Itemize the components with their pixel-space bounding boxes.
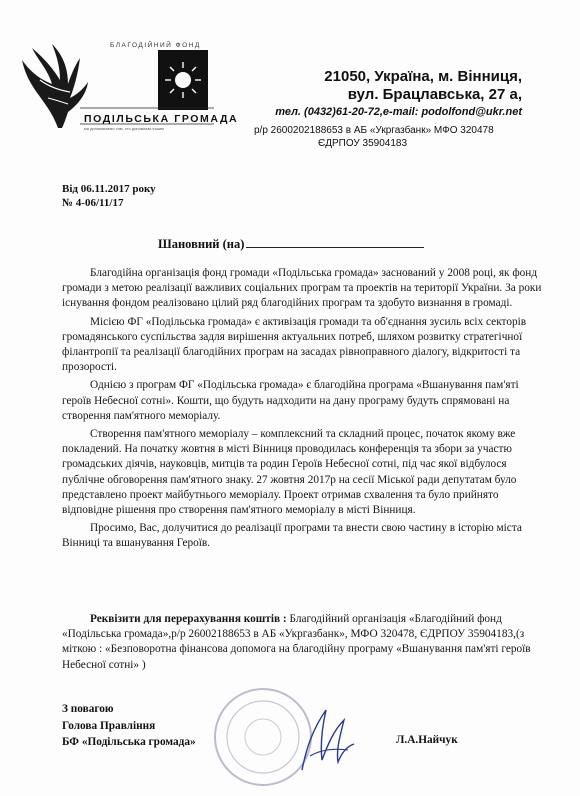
paragraph: Однією з програм ФГ «Подільська громада» є благодійна програма «Вшанування пам'яті героїв Небесної сотні». Кошти, що будуть надходити на дану програму будуть спрямовані на створення пам'ятного меморіалу.	[62, 379, 519, 422]
paragraph: Місією ФГ «Подільська громада» є активізація громади та об'єднання зусиль всіх секторів громадянського суспільства задля вирішення актуальних потреб, шляхом розвитку стратегічної філантропії та реалізації благодійних програм на засадах рівноправного діалогу, відкритості та прозорості.	[62, 315, 527, 374]
bank-account-line: р/р 2600202188653 в АБ «Укргазбанк» МФО 320478	[254, 125, 494, 136]
letter-date: Від 06.11.2017 року	[62, 183, 156, 195]
letter-body	[62, 266, 542, 555]
edrpou-line: ЄДРПОУ 35904183	[318, 138, 407, 149]
recipient-blank-line	[246, 236, 424, 248]
signer-organization: БФ «Подільська громада»	[62, 736, 196, 748]
signer-name: Л.А.Найчук	[396, 734, 458, 746]
requisites-text: Благодійний організація «Благодійний фонд «Подільська громада»,р/р 26002188653 в АБ «Укргазбанк», МФО 320478, ЄДРПОУ 35904183,(з міткою : «Безповоротна фінансова допомога на благодійну програму «Вшанування пам'яті героїв Небесної сотні» )	[62, 613, 531, 671]
signer-title: Голова Правління	[62, 719, 156, 732]
letter-date-block	[62, 182, 156, 210]
bank-details	[254, 124, 494, 150]
handwritten-signature-icon	[292, 700, 362, 776]
requisites-label: Реквізити для перерахування коштів :	[90, 613, 287, 625]
logo-tagline: ми допомагаємо тим, хто допомагає іншим	[84, 126, 164, 131]
address-block	[275, 68, 522, 120]
paragraph: Благодійна організація фонд громади «Подільська громада» заснований у 2008 році, як фонд громади з метою реалізації важливих соціальних програм та проектів на території України. За роки існування фондом реалізовано цілий ряд благодійних програм та здобуто визнання в громаді.	[62, 267, 542, 310]
payment-requisites	[62, 612, 540, 673]
organization-logo	[18, 40, 239, 132]
logo-name: ПОДІЛЬСЬКА ГРОМАДА	[84, 113, 239, 125]
paragraph: Створення пам'ятного меморіалу – комплексний та складний процес, початок якому вже покладений. На початку жовтня в місті Вінниця проводилась конференція та збори за участю громадських діячів, науковців, митців та родин Героїв Небесної сотні, під час якої відбулося публічне обговорення пам'ятного знаку. 27 жовтня 2017р на сесії Міської ради депутатам було представлено проект майбутнього меморіалу. Проект отримав схвалення та було прийнято відповідне рішення про створення пам'ятного меморіалу в місті Вінниця.	[62, 428, 517, 517]
closing-block	[62, 701, 196, 751]
salutation-text: Шановний (на)	[158, 237, 245, 251]
contact-line: тел. (0432)61-20-72,e-mail: podolfond@ukr.net	[275, 106, 522, 118]
logo-top-text: БЛАГОДІЙНИЙ ФОНД	[110, 42, 201, 49]
paragraph: Просимо, Вас, долучитися до реалізації програми та внести свою частину в історію міста Вінниці та вшанування Героїв.	[62, 522, 522, 550]
letter-number: № 4-06/11/17	[62, 197, 124, 209]
closing-regards: З повагою	[62, 703, 114, 715]
salutation	[158, 236, 424, 252]
address-line-street: вул. Брацлавська, 27 а,	[347, 86, 522, 103]
address-line-city: 21050, Україна, м. Вінниця,	[324, 68, 522, 85]
